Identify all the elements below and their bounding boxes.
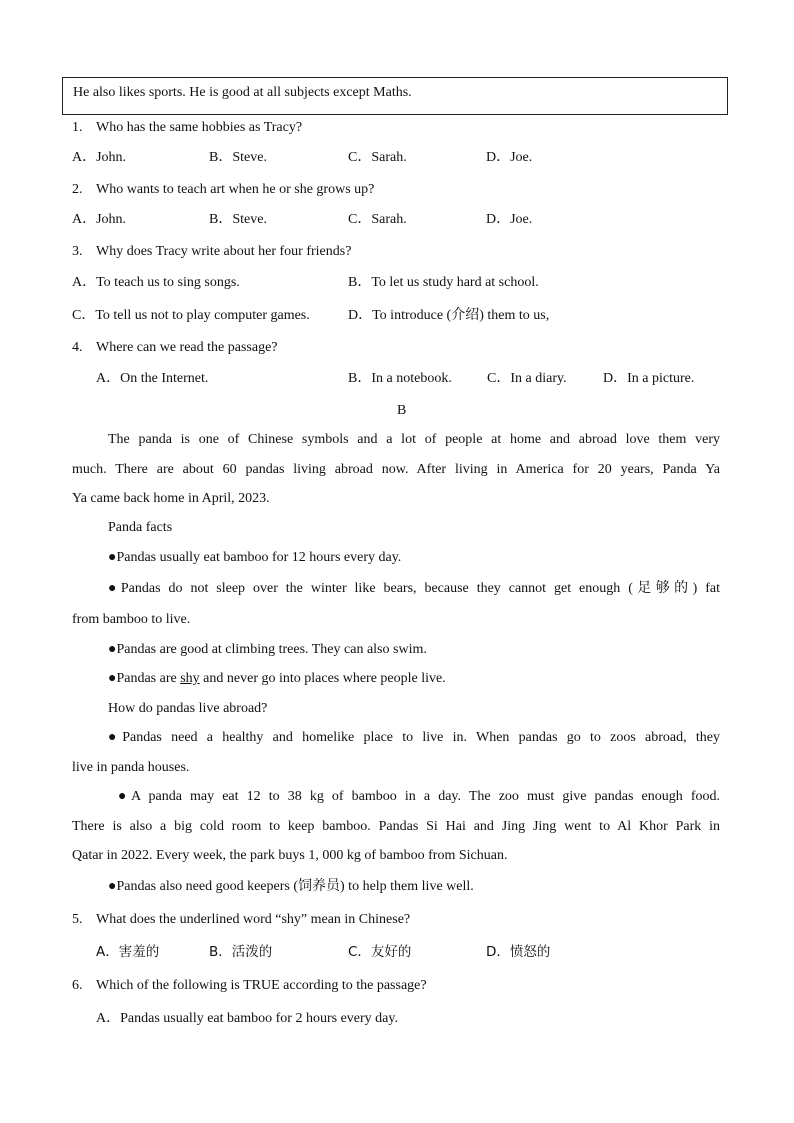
question-4 <box>72 338 278 358</box>
q1-option-a[interactable]: A．John. <box>72 150 127 165</box>
question-2 <box>72 180 374 200</box>
q3-option-a[interactable]: A．To teach us to sing songs. <box>72 275 240 290</box>
panda-facts-heading: Panda facts <box>108 520 173 535</box>
q1-option-b[interactable]: B．Steve. <box>209 150 267 165</box>
passage-b-intro-line1: The panda is one of Chinese symbols and a lot of people at home and abroad love them very <box>108 432 720 447</box>
q5-option-d[interactable]: D．愤怒的 <box>486 944 551 960</box>
fact-4-suffix: and never go into places where people live. <box>199 671 446 686</box>
q3-option-b[interactable]: B．To let us study hard at school. <box>348 275 539 290</box>
panda-fact-2-line2: from bamboo to live. <box>72 612 191 627</box>
q4-option-c[interactable]: C．In a diary. <box>487 371 567 386</box>
question-6 <box>72 976 427 996</box>
q2-option-d[interactable]: D．Joe. <box>486 212 533 227</box>
panda-fact-2-line1: ●Pandas do not sleep over the winter like bears, because they cannot get enough (足够的) fat <box>108 581 720 596</box>
q2-option-c[interactable]: C．Sarah. <box>348 212 407 227</box>
abroad-2-line3: Qatar in 2022. Every week, the park buys 1, 000 kg of bamboo from Sichuan. <box>72 848 508 863</box>
question-number: 1. <box>72 120 83 135</box>
panda-fact-3: ●Pandas are good at climbing trees. They can also swim. <box>108 642 427 657</box>
q6-option-a[interactable]: A．Pandas usually eat bamboo for 2 hours every day. <box>96 1011 398 1026</box>
question-3 <box>72 242 351 262</box>
q4-option-d[interactable]: D．In a picture. <box>603 371 695 386</box>
question-number: 3. <box>72 244 83 259</box>
panda-fact-1: ●Pandas usually eat bamboo for 12 hours every day. <box>108 550 402 565</box>
question-5 <box>72 910 410 930</box>
q5-option-b[interactable]: B．活泼的 <box>209 944 273 960</box>
q5-option-a[interactable]: A．害羞的 <box>96 944 160 960</box>
q2-option-b[interactable]: B．Steve. <box>209 212 267 227</box>
passage-a-box <box>62 77 728 115</box>
underlined-word-shy: shy <box>180 671 200 686</box>
passage-b-intro-line3: Ya came back home in April, 2023. <box>72 491 270 506</box>
passage-a-tail: He also likes sports. He is good at all subjects except Maths. <box>73 85 412 100</box>
question-number: 5. <box>72 912 83 927</box>
q5-option-c[interactable]: C．友好的 <box>348 944 412 960</box>
abroad-3: ●Pandas also need good keepers (饲养员) to help them live well. <box>108 879 474 894</box>
abroad-2-line2: There is also a big cold room to keep bamboo. Pandas Si Hai and Jing Jing went to Al Khor Park in <box>72 819 720 834</box>
q4-option-a[interactable]: A．On the Internet. <box>96 371 209 386</box>
q3-option-d[interactable]: D．To introduce (介绍) them to us, <box>348 308 550 323</box>
abroad-heading: How do pandas live abroad? <box>108 701 268 716</box>
abroad-1-line1: ●Pandas need a healthy and homelike place to live in. When pandas go to zoos abroad, they <box>108 730 720 745</box>
panda-fact-4 <box>108 669 446 689</box>
question-text: Which of the following is TRUE according to the passage? <box>96 978 427 993</box>
abroad-2-line1: ●A panda may eat 12 to 38 kg of bamboo in a day. The zoo must give pandas enough food. <box>118 789 720 804</box>
q1-option-d[interactable]: D．Joe. <box>486 150 533 165</box>
question-text: Why does Tracy write about her four friends? <box>96 244 352 259</box>
fact-4-prefix: ●Pandas are <box>108 671 181 686</box>
q1-option-c[interactable]: C．Sarah. <box>348 150 407 165</box>
q3-option-c[interactable]: C．To tell us not to play computer games. <box>72 308 310 323</box>
question-text: What does the underlined word “shy” mean in Chinese? <box>96 912 411 927</box>
question-text: Where can we read the passage? <box>96 340 278 355</box>
question-number: 6. <box>72 978 83 993</box>
question-text: Who wants to teach art when he or she grows up? <box>96 182 375 197</box>
abroad-1-line2: live in panda houses. <box>72 760 190 775</box>
question-1 <box>72 118 302 138</box>
question-number: 4. <box>72 340 83 355</box>
section-b-heading: B <box>397 403 407 418</box>
question-number: 2. <box>72 182 83 197</box>
passage-b-intro-line2: much. There are about 60 pandas living abroad now. After living in America for 20 years, Panda Ya <box>72 462 720 477</box>
question-text: Who has the same hobbies as Tracy? <box>96 120 303 135</box>
q4-option-b[interactable]: B．In a notebook. <box>348 371 452 386</box>
q2-option-a[interactable]: A．John. <box>72 212 127 227</box>
